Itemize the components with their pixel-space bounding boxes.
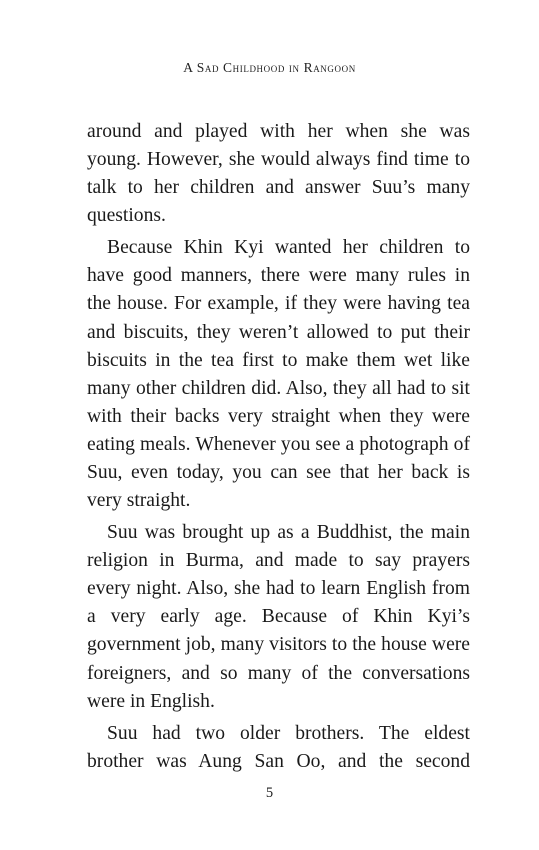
paragraph-buddhist: Suu was brought up as a Buddhist, the main religion in Burma, and made to say prayers every night. Also, she had to learn English from a very early age. Because of Khin Kyi’s government job, many visitors to the house were foreigners, and so many of the conversations were in English. bbox=[87, 522, 470, 712]
body-text bbox=[87, 118, 470, 780]
running-head: A Sad Childhood in Rangoon bbox=[183, 60, 356, 75]
page-number: 5 bbox=[265, 785, 274, 801]
paragraph-good-manners: Because Khin Kyi wanted her children to have good manners, there were many rules in the house. For example, if they were having tea and biscuits, they weren’t allowed to put their biscuits in the tea first to make them wet like many other children did. Also, they all had to sit with their backs very straight when they were eating meals. Whenever you see a photograph of Suu, even today, you can see that her back is very straight. bbox=[87, 237, 470, 512]
paragraph-continued: around and played with her when she was young. However, she would always find time to talk to her children and answer Suu’s many questions. bbox=[87, 121, 470, 227]
paragraph-brothers: Suu had two older brothers. The eldest brother was Aung San Oo, and the second bbox=[87, 722, 470, 772]
